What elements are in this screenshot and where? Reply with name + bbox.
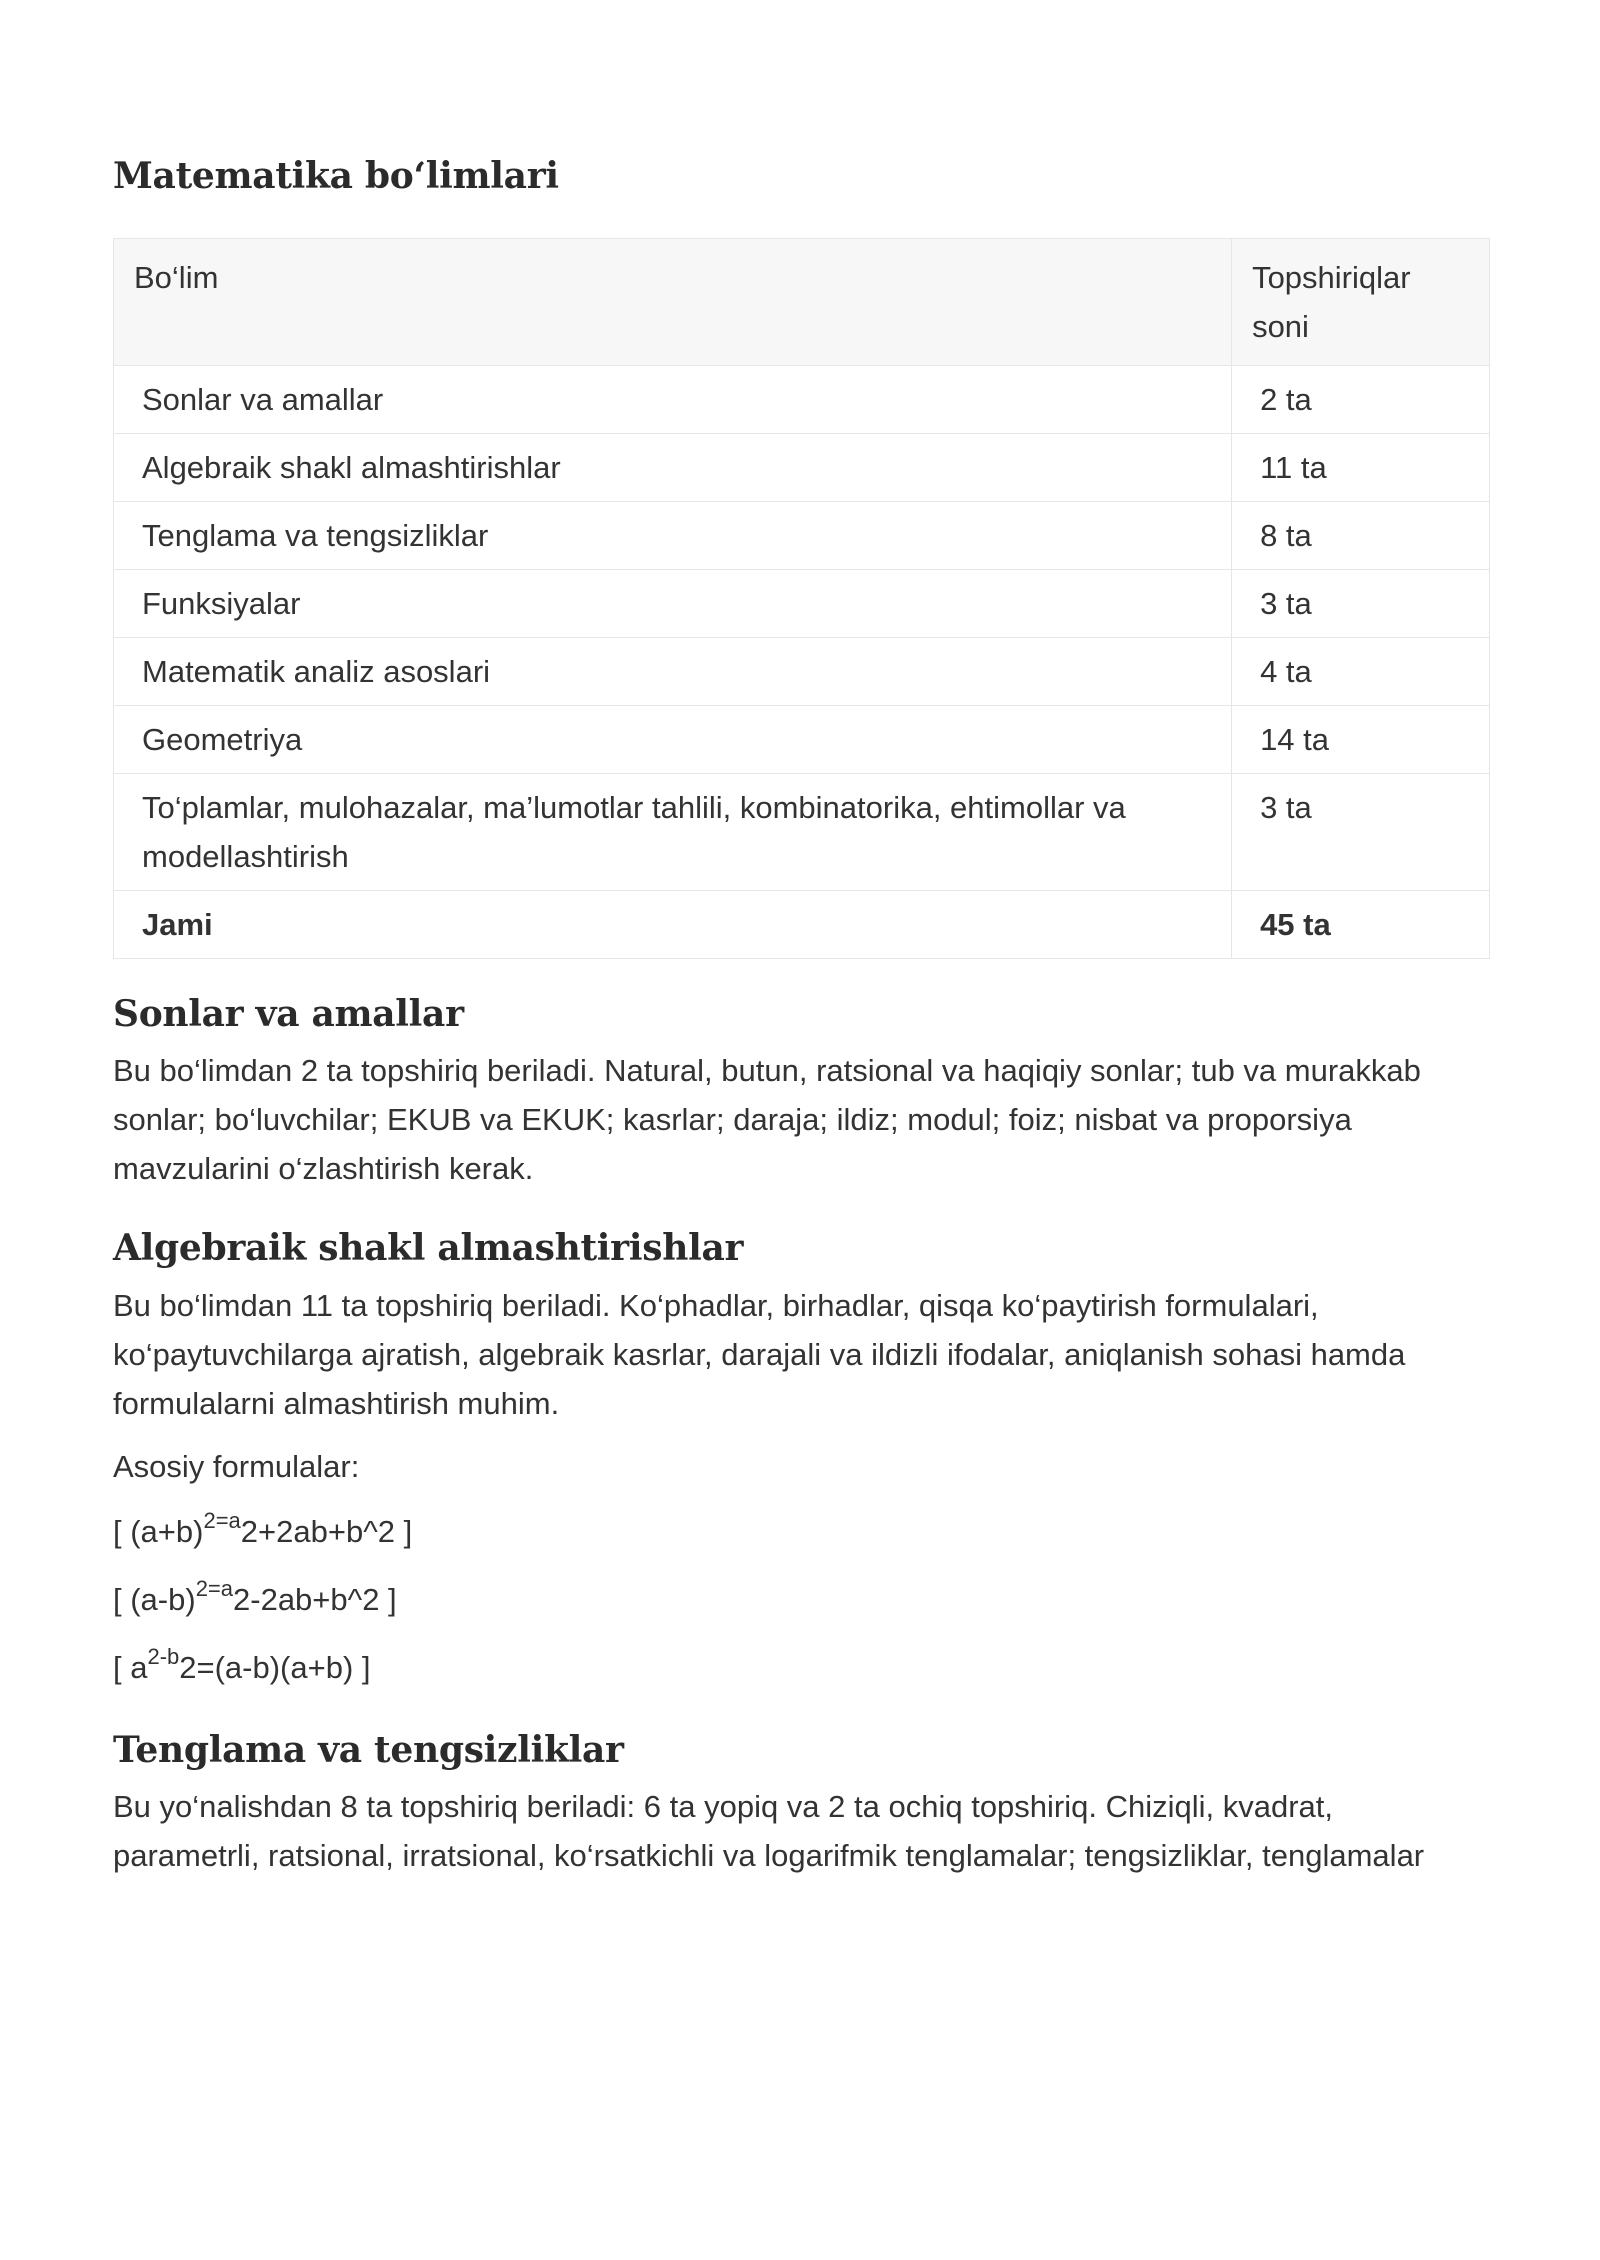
cell-section: To‘plamlar, mulohazalar, ma’lumotlar tahlili, kombinatorika, ehtimollar va modellashtirish [114, 774, 1232, 891]
section-equations [113, 1729, 1487, 1880]
table-row [114, 638, 1490, 706]
total-value: 45 ta [1232, 891, 1490, 959]
table-row [114, 434, 1490, 502]
section-text: Bu bo‘limdan 11 ta topshiriq beriladi. Ko‘phadlar, birhadlar, qisqa ko‘paytirish formulalari, ko‘paytuvchilarga ajratish, algebraik kasrlar, darajali va ildizli ifodalar, aniqlanish sohasi hamda formulalarni almashtirish muhim. [113, 1287, 1406, 1421]
formula-part: [ a [113, 1649, 148, 1685]
cell-section: Sonlar va amallar [114, 366, 1232, 434]
cell-section: Funksiyalar [114, 570, 1232, 638]
table-row [114, 706, 1490, 774]
formula [113, 1573, 1487, 1627]
cell-count: 3 ta [1232, 774, 1490, 891]
cell-count: 2 ta [1232, 366, 1490, 434]
formula [113, 1641, 1487, 1695]
total-label: Jami [114, 891, 1232, 959]
page-title: Matematika bo‘limlari [113, 155, 559, 197]
formula-superscript: 2=a [203, 1508, 241, 1534]
cell-section: Tenglama va tengsizliklar [114, 502, 1232, 570]
cell-section: Matematik analiz asoslari [114, 638, 1232, 706]
formula-part: 2+2ab+b^2 ] [240, 1513, 413, 1549]
formula-part: 2-2ab+b^2 ] [233, 1581, 397, 1617]
cell-count: 4 ta [1232, 638, 1490, 706]
cell-count: 8 ta [1232, 502, 1490, 570]
formula-part: [ (a+b) [113, 1513, 204, 1549]
section-numbers [113, 993, 1487, 1193]
sections-table [113, 238, 1490, 959]
section-algebra [113, 1227, 1487, 1694]
section-heading: Sonlar va amallar [113, 993, 464, 1036]
table-row [114, 502, 1490, 570]
column-header-section: Bo‘lim [114, 239, 1232, 366]
formula-part: [ (a-b) [113, 1581, 196, 1617]
table-row [114, 774, 1490, 891]
section-heading: Algebraik shakl almashtirishlar [113, 1227, 744, 1270]
cell-count: 3 ta [1232, 570, 1490, 638]
section-text: Bu bo‘limdan 2 ta topshiriq beriladi. Natural, butun, ratsional va haqiqiy sonlar; tub va murakkab sonlar; bo‘luvchilar; EKUB va EKUK; kasrlar; daraja; ildiz; modul; foiz; nisbat va proporsiya mavzularini o‘zlashtirish kerak. [113, 1053, 1421, 1187]
formulas-label: Asosiy formulalar: [113, 1448, 360, 1484]
table-row [114, 570, 1490, 638]
table-total-row [114, 891, 1490, 959]
cell-section: Algebraik shakl almashtirishlar [114, 434, 1232, 502]
formula-superscript: 2=a [195, 1576, 234, 1602]
section-text: Bu yo‘nalishdan 8 ta topshiriq beriladi: 6 ta yopiq va 2 ta ochiq topshiriq. Chiziqli, kvadrat, parametrli, ratsional, irratsional, ko‘rsatkichli va logarifmik tenglamalar; tengsizliklar, tenglamalar [113, 1788, 1425, 1873]
cell-count: 14 ta [1232, 706, 1490, 774]
formula [113, 1505, 1487, 1559]
section-heading: Tenglama va tengsizliklar [113, 1728, 624, 1771]
table-header-row [114, 239, 1490, 366]
formula-part: 2=(a-b)(a+b) ] [179, 1649, 371, 1685]
column-header-task-count: Topshiriqlar soni [1232, 239, 1490, 366]
formula-superscript: 2-b [147, 1644, 180, 1670]
table-row [114, 366, 1490, 434]
cell-section: Geometriya [114, 706, 1232, 774]
cell-count: 11 ta [1232, 434, 1490, 502]
